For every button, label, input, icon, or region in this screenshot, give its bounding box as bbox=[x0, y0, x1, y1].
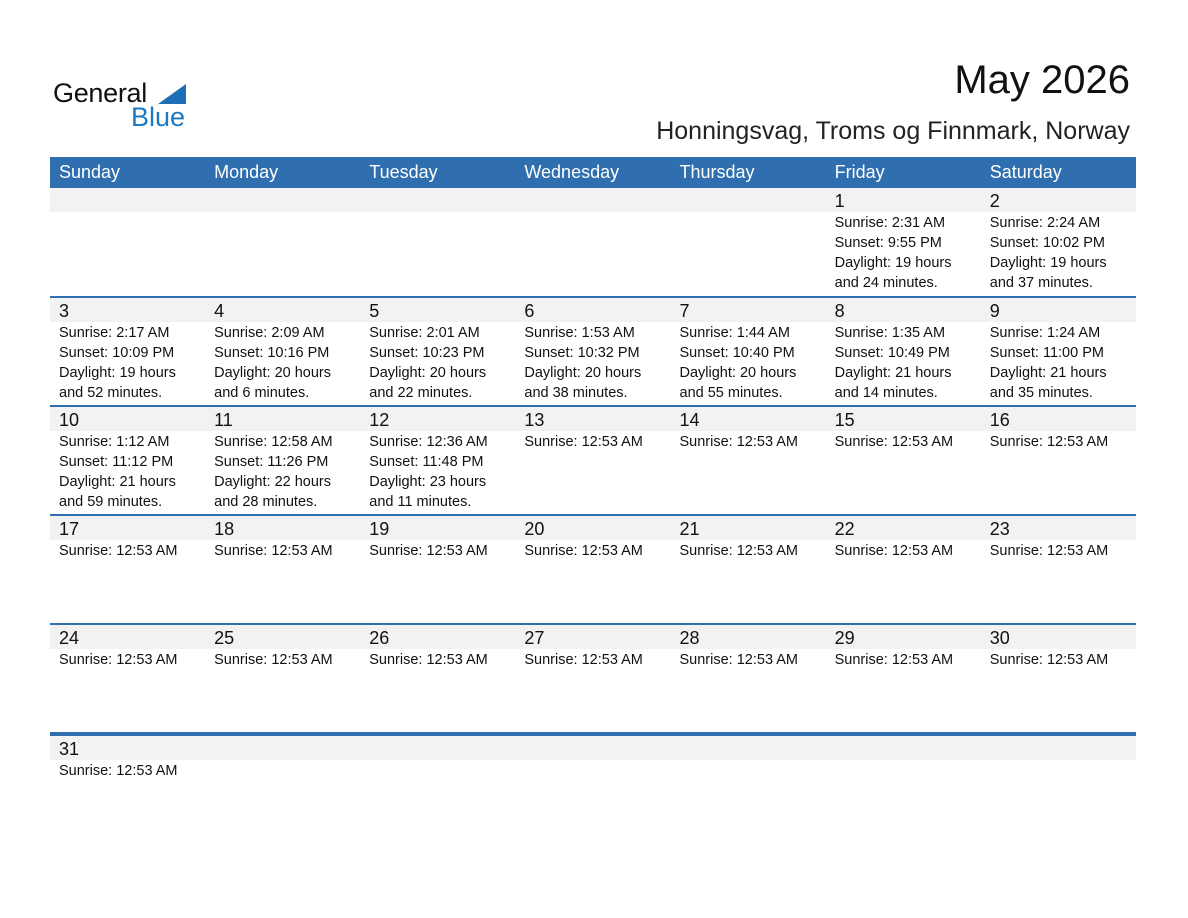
day-number bbox=[515, 736, 670, 760]
day-number: 30 bbox=[981, 625, 1136, 649]
sun-info-line: Sunrise: 12:53 AM bbox=[214, 543, 333, 559]
sun-info bbox=[826, 322, 981, 403]
day-number bbox=[50, 188, 205, 212]
sun-info-line: Daylight: 23 hours bbox=[369, 474, 487, 490]
day-number: 7 bbox=[671, 298, 826, 322]
day-number: 31 bbox=[50, 736, 205, 760]
sun-info-line: Sunrise: 12:53 AM bbox=[524, 543, 643, 559]
weekday-wednesday: Wednesday bbox=[524, 162, 620, 182]
sun-info-line: and 55 minutes. bbox=[679, 385, 783, 401]
empty-day-cell bbox=[515, 736, 670, 843]
sun-info-line: Sunrise: 1:53 AM bbox=[524, 325, 635, 341]
sun-info-line: Daylight: 19 hours bbox=[59, 365, 176, 381]
sun-info-line: Sunrise: 2:09 AM bbox=[214, 325, 325, 341]
logo-text-blue: Blue bbox=[131, 102, 186, 132]
sun-info-line: Sunrise: 2:17 AM bbox=[59, 325, 170, 341]
sun-info-line: Sunset: 11:48 PM bbox=[369, 454, 484, 470]
sun-info bbox=[515, 212, 670, 213]
sun-info bbox=[360, 322, 515, 403]
day-cell bbox=[205, 516, 360, 623]
day-number: 23 bbox=[981, 516, 1136, 540]
sun-info bbox=[515, 649, 670, 670]
sun-info-line: Sunrise: 2:01 AM bbox=[369, 325, 480, 341]
sun-info-line: Daylight: 22 hours bbox=[214, 474, 331, 490]
sun-info-line: Sunrise: 12:53 AM bbox=[989, 543, 1109, 559]
sun-info-line: Sunrise: 12:53 AM bbox=[834, 543, 954, 559]
day-cell bbox=[360, 298, 515, 405]
day-cell bbox=[826, 516, 981, 623]
day-cell bbox=[981, 298, 1136, 405]
empty-day-cell bbox=[205, 736, 360, 843]
sun-info bbox=[360, 540, 515, 561]
day-cell bbox=[205, 298, 360, 405]
empty-day-cell bbox=[671, 736, 826, 843]
day-cell bbox=[50, 736, 205, 843]
day-number bbox=[205, 188, 360, 212]
sun-info-line: Sunset: 10:32 PM bbox=[524, 345, 640, 361]
sun-info-line: Sunrise: 1:12 AM bbox=[59, 434, 170, 450]
weekday-tuesday: Tuesday bbox=[369, 162, 438, 182]
sun-info bbox=[360, 431, 515, 512]
day-number: 5 bbox=[360, 298, 515, 322]
weekday-header bbox=[50, 157, 1136, 188]
empty-day-cell bbox=[360, 188, 515, 296]
sun-info-line: Sunrise: 2:24 AM bbox=[989, 215, 1101, 231]
day-cell bbox=[826, 298, 981, 405]
calendar-week bbox=[50, 734, 1136, 843]
calendar-week bbox=[50, 516, 1136, 625]
logo-text-general: General bbox=[53, 78, 147, 108]
day-cell bbox=[50, 298, 205, 405]
sun-info-line: Sunset: 11:12 PM bbox=[59, 454, 174, 470]
day-cell bbox=[360, 407, 515, 514]
day-number: 22 bbox=[826, 516, 981, 540]
day-cell bbox=[826, 625, 981, 732]
sun-info bbox=[205, 649, 360, 670]
sun-info-line: Sunset: 10:09 PM bbox=[59, 345, 175, 361]
weekday-sunday: Sunday bbox=[59, 162, 121, 182]
day-cell bbox=[205, 407, 360, 514]
day-cell bbox=[671, 407, 826, 514]
day-number: 20 bbox=[515, 516, 670, 540]
sun-info-line: and 38 minutes. bbox=[524, 385, 628, 401]
weekday-saturday: Saturday bbox=[989, 162, 1062, 182]
day-cell bbox=[826, 407, 981, 514]
sun-info bbox=[205, 322, 360, 403]
day-number: 29 bbox=[826, 625, 981, 649]
weekday-monday: Monday bbox=[214, 162, 279, 182]
day-number: 28 bbox=[671, 625, 826, 649]
sun-info-line: Sunset: 10:02 PM bbox=[989, 235, 1106, 251]
day-cell bbox=[50, 407, 205, 514]
sun-info-line: Daylight: 19 hours bbox=[834, 255, 952, 271]
day-cell bbox=[671, 516, 826, 623]
sun-info-line: Sunset: 11:26 PM bbox=[214, 454, 329, 470]
sun-info-line: Sunrise: 12:53 AM bbox=[59, 543, 178, 559]
day-cell bbox=[205, 625, 360, 732]
day-number: 19 bbox=[360, 516, 515, 540]
logo-triangle-icon bbox=[158, 84, 186, 104]
sun-info bbox=[981, 540, 1136, 561]
day-number: 27 bbox=[515, 625, 670, 649]
sun-info-line: and 59 minutes. bbox=[59, 494, 163, 510]
calendar-week bbox=[50, 625, 1136, 734]
sun-info-line: Daylight: 21 hours bbox=[59, 474, 176, 490]
sun-info bbox=[826, 540, 981, 561]
day-number: 24 bbox=[50, 625, 205, 649]
sun-info-line: Sunrise: 12:53 AM bbox=[679, 434, 798, 450]
sun-info bbox=[50, 540, 205, 561]
sun-info-line: Daylight: 19 hours bbox=[989, 255, 1107, 271]
sun-info-line: Sunrise: 12:36 AM bbox=[369, 434, 488, 450]
sun-info bbox=[981, 649, 1136, 670]
calendar-week bbox=[50, 188, 1136, 298]
sun-info-line: Sunrise: 12:53 AM bbox=[989, 434, 1109, 450]
sun-info bbox=[205, 431, 360, 512]
sun-info-line: and 52 minutes. bbox=[59, 385, 163, 401]
sun-info bbox=[671, 322, 826, 403]
day-cell bbox=[515, 407, 670, 514]
weekday-friday: Friday bbox=[834, 162, 885, 182]
sun-info bbox=[50, 431, 205, 512]
calendar-week bbox=[50, 298, 1136, 407]
sun-info bbox=[981, 212, 1136, 293]
sun-info-line: Sunrise: 2:31 AM bbox=[834, 215, 946, 231]
day-cell bbox=[515, 516, 670, 623]
day-number bbox=[671, 736, 826, 760]
empty-day-cell bbox=[50, 188, 205, 296]
sun-info bbox=[981, 322, 1136, 403]
day-number: 15 bbox=[826, 407, 981, 431]
day-number bbox=[205, 736, 360, 760]
sun-info-line: and 22 minutes. bbox=[369, 385, 473, 401]
sun-info bbox=[671, 212, 826, 213]
weekday-thursday: Thursday bbox=[679, 162, 755, 182]
day-cell bbox=[826, 188, 981, 296]
sun-info-line: Daylight: 20 hours bbox=[524, 365, 642, 381]
day-number: 21 bbox=[671, 516, 826, 540]
sun-info-line: and 24 minutes. bbox=[834, 275, 938, 291]
day-number: 25 bbox=[205, 625, 360, 649]
day-number: 1 bbox=[826, 188, 981, 212]
empty-day-cell bbox=[671, 188, 826, 296]
day-number: 2 bbox=[981, 188, 1136, 212]
day-number: 3 bbox=[50, 298, 205, 322]
sun-info-line: Sunrise: 12:53 AM bbox=[679, 652, 798, 668]
sun-info-line: Daylight: 21 hours bbox=[834, 365, 952, 381]
day-number: 4 bbox=[205, 298, 360, 322]
sun-info-line: and 11 minutes. bbox=[369, 494, 472, 510]
sun-info bbox=[360, 649, 515, 670]
sun-info-line: Sunrise: 12:53 AM bbox=[59, 763, 178, 779]
day-cell bbox=[981, 407, 1136, 514]
sun-info-line: Sunrise: 12:58 AM bbox=[214, 434, 333, 450]
sun-info-line: Sunrise: 12:53 AM bbox=[524, 652, 643, 668]
sun-info-line: and 28 minutes. bbox=[214, 494, 318, 510]
day-cell bbox=[360, 625, 515, 732]
sun-info bbox=[360, 212, 515, 213]
sun-info-line: Sunset: 10:40 PM bbox=[679, 345, 795, 361]
sun-info-line: and 6 minutes. bbox=[214, 385, 310, 401]
sun-info bbox=[515, 431, 670, 452]
sun-info-line: Daylight: 20 hours bbox=[369, 365, 487, 381]
sun-info bbox=[205, 212, 360, 213]
sun-info-line: Sunrise: 12:53 AM bbox=[834, 434, 954, 450]
sun-info bbox=[671, 431, 826, 452]
sun-info-line: Sunset: 10:16 PM bbox=[214, 345, 330, 361]
day-number bbox=[360, 188, 515, 212]
sun-info-line: Sunset: 10:49 PM bbox=[834, 345, 950, 361]
day-number: 11 bbox=[205, 407, 360, 431]
sun-info-line: Sunrise: 1:24 AM bbox=[989, 325, 1101, 341]
day-number: 9 bbox=[981, 298, 1136, 322]
empty-day-cell bbox=[981, 736, 1136, 843]
day-cell bbox=[515, 298, 670, 405]
day-number: 18 bbox=[205, 516, 360, 540]
sun-info-line: Sunrise: 12:53 AM bbox=[369, 652, 488, 668]
general-blue-logo bbox=[53, 78, 193, 130]
sun-info-line: Sunset: 9:55 PM bbox=[834, 235, 942, 251]
empty-day-cell bbox=[826, 736, 981, 843]
empty-day-cell bbox=[205, 188, 360, 296]
day-cell bbox=[515, 625, 670, 732]
sun-info bbox=[50, 212, 205, 213]
sun-info-line: and 14 minutes. bbox=[834, 385, 938, 401]
day-number bbox=[671, 188, 826, 212]
sun-info-line: Sunset: 11:00 PM bbox=[989, 345, 1104, 361]
sun-info bbox=[50, 760, 205, 781]
sun-info bbox=[826, 649, 981, 670]
sun-info-line: Sunrise: 1:35 AM bbox=[834, 325, 946, 341]
sun-info-line: Sunrise: 12:53 AM bbox=[679, 543, 798, 559]
day-number bbox=[981, 736, 1136, 760]
sun-info bbox=[515, 540, 670, 561]
sun-info-line: and 37 minutes. bbox=[989, 275, 1093, 291]
sun-info-line: and 35 minutes. bbox=[989, 385, 1093, 401]
sun-info-line: Sunrise: 1:44 AM bbox=[679, 325, 790, 341]
sun-info-line: Daylight: 20 hours bbox=[679, 365, 797, 381]
sun-info-line: Sunrise: 12:53 AM bbox=[834, 652, 954, 668]
location-subtitle: Honningsvag, Troms og Finnmark, Norway bbox=[656, 117, 1130, 145]
day-number bbox=[826, 736, 981, 760]
page-title: May 2026 bbox=[954, 58, 1130, 102]
day-number: 8 bbox=[826, 298, 981, 322]
sun-info-line: Daylight: 21 hours bbox=[989, 365, 1107, 381]
day-number: 10 bbox=[50, 407, 205, 431]
sun-info bbox=[671, 540, 826, 561]
sun-info-line: Sunrise: 12:53 AM bbox=[369, 543, 488, 559]
sun-info bbox=[205, 540, 360, 561]
day-cell bbox=[50, 516, 205, 623]
day-number: 13 bbox=[515, 407, 670, 431]
sun-info-line: Sunset: 10:23 PM bbox=[369, 345, 485, 361]
day-number bbox=[515, 188, 670, 212]
sun-info bbox=[826, 212, 981, 293]
empty-day-cell bbox=[360, 736, 515, 843]
sun-info bbox=[981, 431, 1136, 452]
day-cell bbox=[360, 516, 515, 623]
sun-info-line: Sunrise: 12:53 AM bbox=[524, 434, 643, 450]
day-number: 6 bbox=[515, 298, 670, 322]
day-number bbox=[360, 736, 515, 760]
day-cell bbox=[981, 516, 1136, 623]
day-number: 12 bbox=[360, 407, 515, 431]
sun-info-line: Sunrise: 12:53 AM bbox=[59, 652, 178, 668]
sun-info-line: Daylight: 20 hours bbox=[214, 365, 331, 381]
day-cell bbox=[981, 625, 1136, 732]
calendar-grid bbox=[50, 157, 1136, 843]
day-number: 16 bbox=[981, 407, 1136, 431]
day-cell bbox=[50, 625, 205, 732]
sun-info-line: Sunrise: 12:53 AM bbox=[989, 652, 1109, 668]
day-number: 17 bbox=[50, 516, 205, 540]
day-cell bbox=[671, 298, 826, 405]
sun-info bbox=[671, 649, 826, 670]
empty-day-cell bbox=[515, 188, 670, 296]
sun-info bbox=[826, 431, 981, 452]
sun-info bbox=[50, 322, 205, 403]
sun-info bbox=[50, 649, 205, 670]
day-cell bbox=[981, 188, 1136, 296]
day-number: 26 bbox=[360, 625, 515, 649]
day-number: 14 bbox=[671, 407, 826, 431]
sun-info bbox=[515, 322, 670, 403]
day-cell bbox=[671, 625, 826, 732]
sun-info-line: Sunrise: 12:53 AM bbox=[214, 652, 333, 668]
calendar-week bbox=[50, 407, 1136, 516]
